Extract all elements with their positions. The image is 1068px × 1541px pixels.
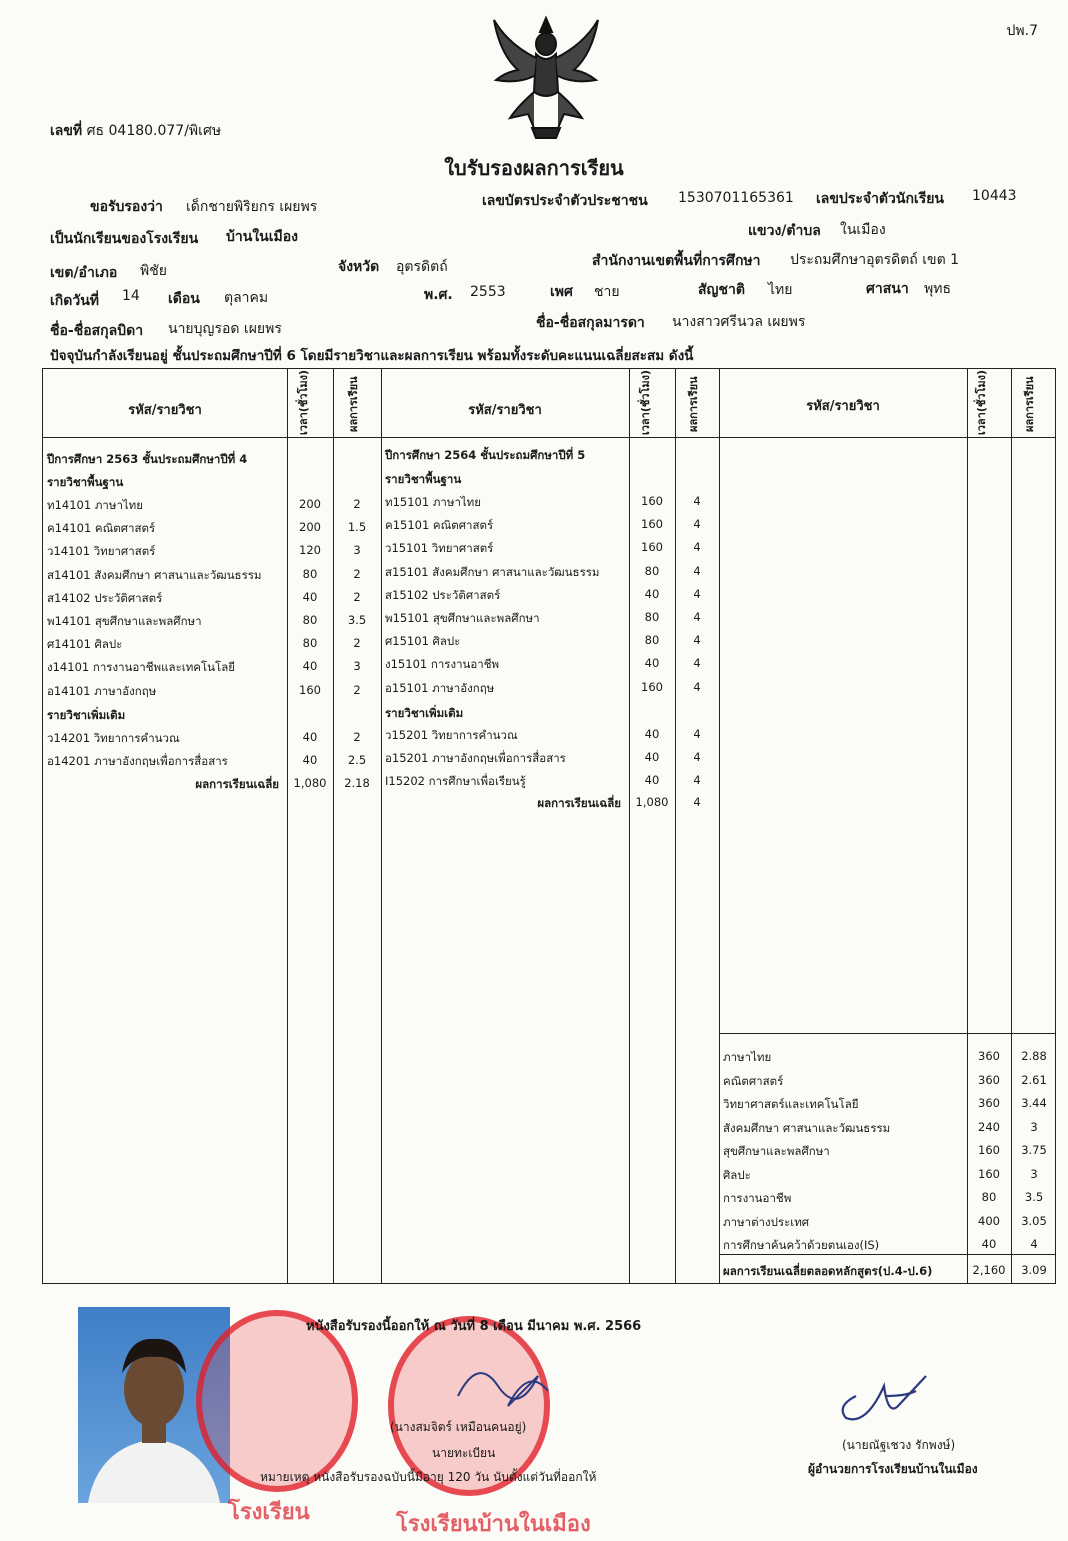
overall-label: ผลการเรียนเฉลี่ยตลอดหลักสูตร(ป.4-ป.6)	[723, 1264, 933, 1278]
area-label: สำนักงานเขตพื้นที่การศึกษา	[592, 253, 761, 269]
col1-grade-header: ผลการเรียน	[347, 376, 360, 432]
col1-row-grade: 1.5	[347, 520, 367, 535]
results-table	[42, 368, 1056, 1284]
nationality: ไทย	[768, 282, 793, 298]
summary-row-grade: 4	[1030, 1237, 1038, 1251]
summary-row-subject: ภาษาต่างประเทศ	[723, 1214, 810, 1229]
col2-row-hours: 40	[644, 656, 660, 671]
col2-row-hours: 80	[644, 563, 660, 578]
col1-row-grade: 2	[353, 589, 361, 604]
director-name: (นายณัฐเชวง รักพงษ์)	[842, 1438, 956, 1452]
school-name: บ้านในเมือง	[226, 229, 298, 245]
student-no-label: เลขประจำตัวนักเรียน	[816, 191, 945, 207]
validity-note: หมายเหตุ หนังสือรับรองฉบับนี้มีอายุ 120 วัน นับตั้งแต่วันที่ออกให้	[260, 1470, 597, 1484]
summary-row-hours: 360	[978, 1096, 1000, 1110]
col1-extra-row-hours: 40	[302, 753, 318, 767]
col2-extra-row-subject: I15202 การศึกษาเพื่อเรียนรู้	[385, 774, 526, 788]
summary-row-grade: 3	[1030, 1166, 1038, 1181]
col2-row-grade: 4	[693, 540, 701, 555]
summary-row-hours: 240	[978, 1119, 1000, 1134]
col2-row-hours: 160	[641, 517, 663, 532]
col1-row-hours: 200	[299, 497, 321, 511]
page-title: ใบรับรองผลการเรียน	[444, 156, 624, 180]
col1-row-subject: พ14101 สุขศึกษาและพลศึกษา	[47, 614, 202, 628]
school-seal-left	[196, 1310, 358, 1492]
summary-row-subject: สังคมศึกษา ศาสนาและวัฒนธรรม	[723, 1120, 891, 1135]
birth-month: ตุลาคม	[224, 290, 269, 306]
province: อุตรดิตถ์	[396, 259, 448, 275]
col2-row-hours: 160	[641, 540, 663, 555]
col2-row-subject: อ15101 ภาษาอังกฤษ	[385, 680, 495, 695]
col1-basic-label: รายวิชาพื้นฐาน	[47, 475, 124, 489]
col1-row-hours: 120	[299, 543, 321, 558]
district: พิชัย	[140, 263, 167, 279]
col2-extra-row-grade: 4	[693, 750, 701, 764]
father-name: นายบุญรอด เผยพร	[168, 321, 282, 337]
status-line: ปัจจุบันกำลังเรียนอยู่ ชั้นประถมศึกษาปีที่ 6 โดยมีรายวิชาและผลการเรียน พร้อมทั้งระดับคะแนนเฉลี่ยสะสม ดังนี้	[50, 348, 694, 364]
col1-row-subject: ง14101 การงานอาชีพและเทคโนโลยี	[47, 660, 235, 675]
col1-row-grade: 2	[353, 636, 361, 651]
summary-row-hours: 400	[978, 1213, 1000, 1228]
col1-row-grade: 2	[353, 566, 361, 581]
col1-hours-header: เวลา(ชั่วโมง)	[297, 369, 310, 435]
col2-row-hours: 80	[644, 610, 660, 624]
col2-avg-hours: 1,080	[635, 795, 669, 809]
registrar-name: (นางสมจิตร์ เหมือนคนอยู่)	[390, 1420, 527, 1434]
col1-avg-hours: 1,080	[293, 776, 327, 790]
col2-year-title: ปีการศึกษา 2564 ชั้นประถมศึกษาปีที่ 5	[385, 448, 586, 462]
summary-row-grade: 3.75	[1021, 1143, 1047, 1157]
birth-month-label: เดือน	[168, 291, 200, 307]
registrar-signature	[448, 1346, 558, 1416]
summary-row-grade: 2.61	[1021, 1072, 1047, 1087]
col2-row-grade: 4	[693, 563, 701, 578]
form-code: ปพ.7	[1006, 23, 1038, 39]
director-title: ผู้อำนวยการโรงเรียนบ้านในเมือง	[808, 1462, 978, 1476]
col3-subject-header: รหัส/รายวิชา	[806, 399, 880, 414]
summary-row-subject: สุขศึกษาและพลศึกษา	[723, 1144, 830, 1158]
religion: พุทธ	[924, 281, 952, 297]
col2-row-hours: 160	[641, 679, 663, 694]
summary-row-grade: 3.44	[1021, 1096, 1047, 1110]
col2-extra-row-hours: 40	[644, 750, 660, 764]
summary-row-grade: 3.05	[1021, 1213, 1047, 1228]
district-label: เขต/อำเภอ	[50, 265, 118, 281]
col1-row-subject: ว14101 วิทยาศาสตร์	[47, 544, 156, 559]
col1-row-hours: 80	[302, 613, 318, 627]
summary-row-grade: 2.88	[1021, 1049, 1047, 1063]
birth-day: 14	[122, 288, 140, 304]
col1-row-subject: ค14101 คณิตศาสตร์	[47, 521, 156, 536]
col2-row-grade: 4	[693, 517, 701, 532]
col1-row-grade: 3	[353, 659, 361, 674]
school-label: เป็นนักเรียนของโรงเรียน	[50, 231, 199, 247]
col2-subject-header: รหัส/รายวิชา	[468, 403, 542, 418]
col1-row-subject: ส14101 สังคมศึกษา ศาสนาและวัฒนธรรม	[47, 567, 262, 582]
summary-row-subject: การศึกษาค้นคว้าด้วยตนเอง(IS)	[723, 1238, 880, 1252]
nationality-label: สัญชาติ	[698, 282, 745, 298]
col2-row-grade: 4	[693, 656, 701, 671]
col2-row-subject: ส15102 ประวัติศาสตร์	[385, 587, 501, 602]
col1-row-hours: 80	[302, 636, 318, 651]
col2-row-subject: ศ15101 ศิลปะ	[385, 634, 461, 649]
col1-extra-row-grade: 2	[353, 730, 361, 744]
col2-row-grade: 4	[693, 679, 701, 694]
col1-subject-header: รหัส/รายวิชา	[128, 403, 202, 418]
col2-row-grade: 4	[693, 610, 701, 624]
subdistrict: ในเมือง	[840, 222, 886, 238]
summary-row-grade: 3	[1030, 1119, 1038, 1134]
col1-row-grade: 2	[353, 497, 361, 511]
col2-extra-label: รายวิชาเพิ่มเติม	[385, 706, 464, 720]
col1-row-grade: 2	[353, 682, 361, 697]
col1-extra-row-subject: อ14201 ภาษาอังกฤษเพื่อการสื่อสาร	[47, 754, 228, 768]
summary-row-subject: ภาษาไทย	[723, 1050, 772, 1064]
col2-extra-row-grade: 4	[693, 773, 701, 787]
garuda-emblem	[488, 14, 604, 142]
summary-row-subject: ศิลปะ	[723, 1167, 751, 1182]
col2-extra-row-hours: 40	[644, 773, 660, 787]
col3-grade-header: ผลการเรียน	[1023, 376, 1036, 432]
father-label: ชื่อ-ชื่อสกุลบิดา	[50, 323, 144, 339]
col1-row-hours: 160	[299, 682, 321, 697]
student-name: เด็กชายพิริยกร เผยพร	[186, 199, 318, 215]
stamp-text-center: โรงเรียนบ้านในเมือง	[396, 1512, 591, 1537]
id-label: เลขบัตรประจำตัวประชาชน	[482, 193, 648, 209]
mother-name: นางสาวศรีนวล เผยพร	[672, 314, 806, 330]
summary-row-subject: วิทยาศาสตร์และเทคโนโลยี	[723, 1097, 859, 1111]
col1-extra-row-hours: 40	[302, 730, 318, 744]
director-signature	[826, 1366, 936, 1430]
col1-extra-row-subject: ว14201 วิทยาการคำนวณ	[47, 731, 180, 745]
summary-row-hours: 40	[981, 1237, 997, 1251]
summary-row-subject: การงานอาชีพ	[723, 1191, 792, 1205]
col1-row-subject: ศ14101 ศิลปะ	[47, 637, 123, 652]
area: ประถมศึกษาอุตรดิตถ์ เขต 1	[790, 252, 960, 268]
province-label: จังหวัด	[338, 259, 380, 275]
document-number: เลขที่ ศธ 04180.077/พิเศษ	[50, 123, 222, 139]
col1-extra-label: รายวิชาเพิ่มเติม	[47, 708, 126, 722]
summary-row-subject: คณิตศาสตร์	[723, 1073, 784, 1088]
certify-label: ขอรับรองว่า	[90, 199, 163, 215]
col1-row-hours: 40	[302, 589, 318, 604]
stamp-text-left: โรงเรียน	[228, 1500, 310, 1525]
col2-avg-label: ผลการเรียนเฉลี่ย	[537, 796, 621, 810]
overall-grade: 3.09	[1021, 1263, 1047, 1277]
summary-row-hours: 360	[978, 1049, 1000, 1063]
col2-extra-row-subject: ว15201 วิทยาการคำนวณ	[385, 728, 518, 742]
birth-year: 2553	[470, 284, 506, 300]
col3-hours-header: เวลา(ชั่วโมง)	[975, 369, 988, 435]
col2-avg-grade: 4	[693, 795, 701, 809]
col2-extra-row-subject: อ15201 ภาษาอังกฤษเพื่อการสื่อสาร	[385, 751, 566, 765]
mother-label: ชื่อ-ชื่อสกุลมารดา	[536, 315, 645, 331]
birth-day-label: เกิดวันที่	[50, 293, 100, 309]
col1-row-subject: ท14101 ภาษาไทย	[47, 498, 143, 512]
col2-grade-header: ผลการเรียน	[687, 376, 700, 432]
col2-row-subject: ท15101 ภาษาไทย	[385, 495, 481, 509]
birth-year-label: พ.ศ.	[424, 287, 453, 303]
col1-year-title: ปีการศึกษา 2563 ชั้นประถมศึกษาปีที่ 4	[47, 452, 248, 466]
col1-row-subject: ส14102 ประวัติศาสตร์	[47, 590, 163, 605]
col2-row-subject: พ15101 สุขศึกษาและพลศึกษา	[385, 611, 540, 625]
col2-basic-label: รายวิชาพื้นฐาน	[385, 472, 462, 486]
col2-row-grade: 4	[693, 633, 701, 648]
overall-hours: 2,160	[972, 1263, 1006, 1277]
col2-row-subject: ว15101 วิทยาศาสตร์	[385, 541, 494, 556]
summary-row-hours: 160	[978, 1143, 1000, 1157]
issue-date: หนังสือรับรองนี้ออกให้ ณ วันที่ 8 เดือน มีนาคม พ.ศ. 2566	[306, 1319, 642, 1334]
col2-row-subject: ค15101 คณิตศาสตร์	[385, 518, 494, 533]
col1-avg-label: ผลการเรียนเฉลี่ย	[195, 777, 279, 791]
summary-row-hours: 160	[978, 1166, 1000, 1181]
col1-extra-row-grade: 2.5	[347, 753, 367, 767]
col1-row-grade: 3	[353, 543, 361, 558]
col2-hours-header: เวลา(ชั่วโมง)	[639, 369, 652, 435]
col2-row-hours: 160	[641, 494, 663, 508]
summary-row-hours: 360	[978, 1072, 1000, 1087]
col1-row-grade: 3.5	[347, 613, 367, 627]
col1-row-hours: 80	[302, 566, 318, 581]
citizen-id: 1530701165361	[678, 190, 794, 206]
col2-extra-row-grade: 4	[693, 727, 701, 741]
col1-row-subject: อ14101 ภาษาอังกฤษ	[47, 683, 157, 698]
summary-row-grade: 3.5	[1024, 1190, 1044, 1204]
religion-label: ศาสนา	[866, 281, 909, 297]
col2-row-grade: 4	[693, 586, 701, 601]
col2-extra-row-hours: 40	[644, 727, 660, 741]
registrar-title: นายทะเบียน	[432, 1446, 496, 1460]
col1-avg-grade: 2.18	[344, 776, 370, 790]
student-no: 10443	[972, 188, 1017, 204]
subdistrict-label: แขวง/ตำบล	[748, 223, 821, 239]
col2-row-subject: ง15101 การงานอาชีพ	[385, 657, 500, 672]
col1-row-hours: 40	[302, 659, 318, 674]
summary-row-hours: 80	[981, 1190, 997, 1204]
col2-row-subject: ส15101 สังคมศึกษา ศาสนาและวัฒนธรรม	[385, 564, 600, 579]
col2-row-grade: 4	[693, 494, 701, 508]
col2-row-hours: 40	[644, 586, 660, 601]
sex-label: เพศ	[550, 284, 573, 300]
col2-row-hours: 80	[644, 633, 660, 648]
sex: ชาย	[594, 284, 620, 300]
col1-row-hours: 200	[299, 520, 321, 535]
